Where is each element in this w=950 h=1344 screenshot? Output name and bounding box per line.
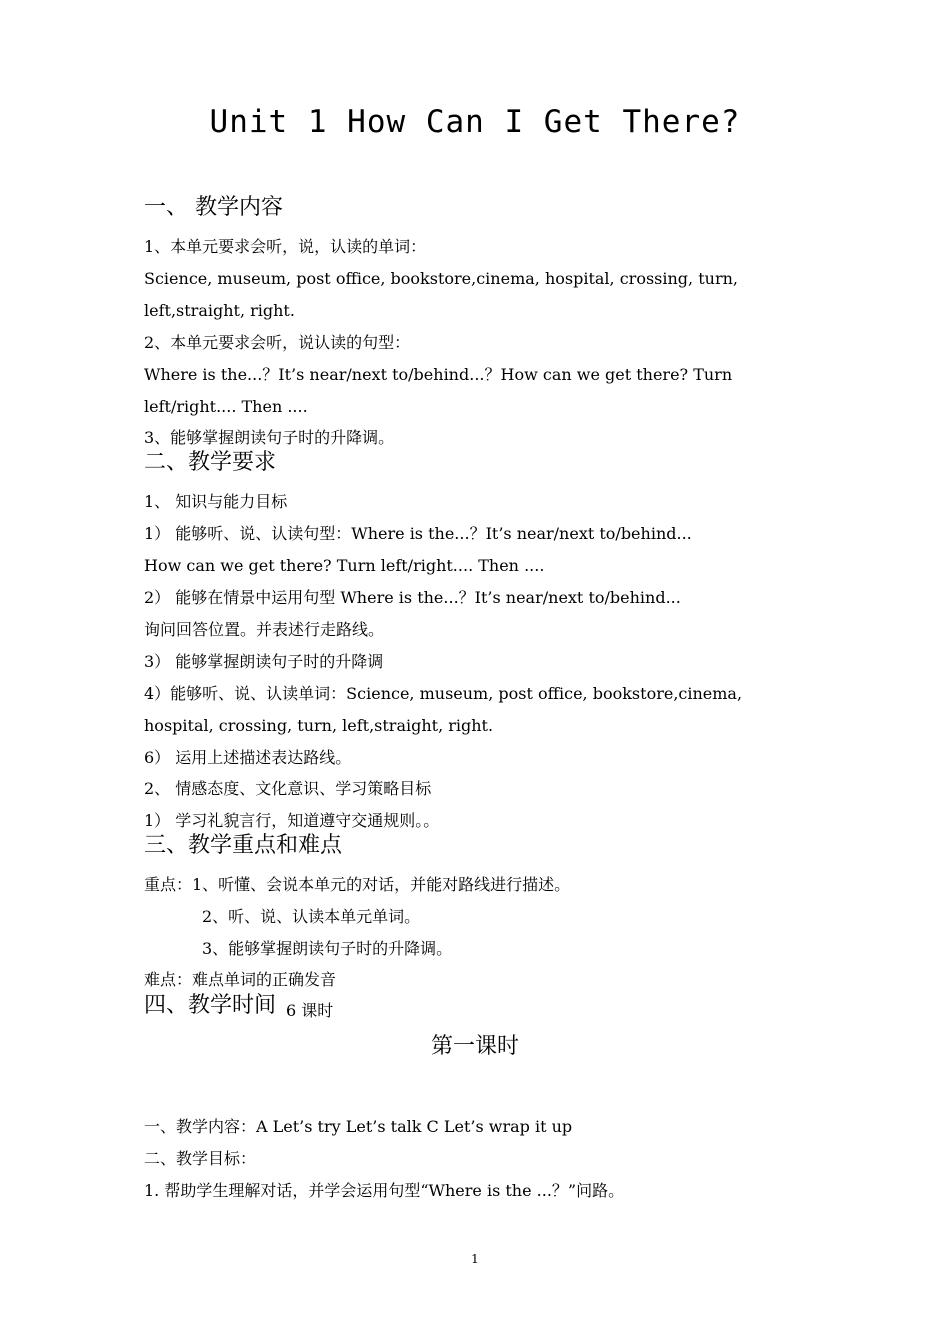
text-line: 1） 能够听、说、认读句型：Where is the...？It’s near/next to/behind... [144,524,692,543]
text-line: 1、本单元要求会听，说，认读的单词： [144,237,427,256]
text-line: Where is the...？It’s near/next to/behind...？How can we get there? Turn [144,365,733,384]
text-line: 1） 学习礼貌言行，知道遵守交通规则。。 [144,811,440,830]
text-line: 询问回答位置。并表述行走路线。 [144,620,385,639]
lesson-heading: 第一课时 [430,1034,519,1059]
text-line: 1. 帮助学生理解对话，并学会运用句型“Where is the ...？”问路。 [144,1181,625,1200]
text-line: 3、能够掌握朗读句子时的升降调。 [144,428,395,447]
text-line: 2、 情感态度、文化意识、学习策略目标 [144,779,432,798]
section-heading-key-points: 三、教学重点和难点 [144,833,343,858]
text-line: 二、教学目标： [144,1149,257,1168]
text-line: 2、本单元要求会听，说认读的句型： [144,333,411,352]
section-heading-time-label: 四、教学时间 [144,993,277,1018]
text-line: hospital, crossing, turn, left,straight, right. [144,716,494,735]
section-heading-content: 一、 教学内容 [144,195,283,220]
text-line: 6） 运用上述描述表达路线。 [144,748,352,767]
text-line: 1、 知识与能力目标 [144,492,288,511]
text-line: How can we get there? Turn left/right.... Then .... [144,556,545,575]
text-line: left,straight, right. [144,301,295,320]
text-line: 一、教学内容：A Let’s try Let’s talk C Let’s wrap it up [144,1117,573,1136]
text-line: 2、听、说、认读本单元单词。 [202,907,421,926]
text-line: 4）能够听、说、认读单词：Science, museum, post office, bookstore,cinema, [144,684,743,703]
text-line: 重点：1、听懂、会说本单元的对话，并能对路线进行描述。 [144,875,571,894]
text-line: left/right.... Then .... [144,397,308,416]
text-line: 难点：难点单词的正确发音 [144,970,337,989]
document-title: Unit 1 How Can I Get There? [209,104,741,140]
text-line: 3、能够掌握朗读句子时的升降调。 [202,939,453,958]
page-number: 1 [471,1252,479,1266]
text-line: 3） 能够掌握朗读句子时的升降调 [144,652,384,671]
text-line: Science, museum, post office, bookstore,cinema, hospital, crossing, turn, [144,269,738,288]
time-note: 6 课时 [286,1001,334,1020]
section-heading-requirements: 二、教学要求 [144,450,277,475]
section-heading-time [144,992,333,1021]
text-line: 2） 能够在情景中运用句型 Where is the...？It’s near/next to/behind... [144,588,681,607]
